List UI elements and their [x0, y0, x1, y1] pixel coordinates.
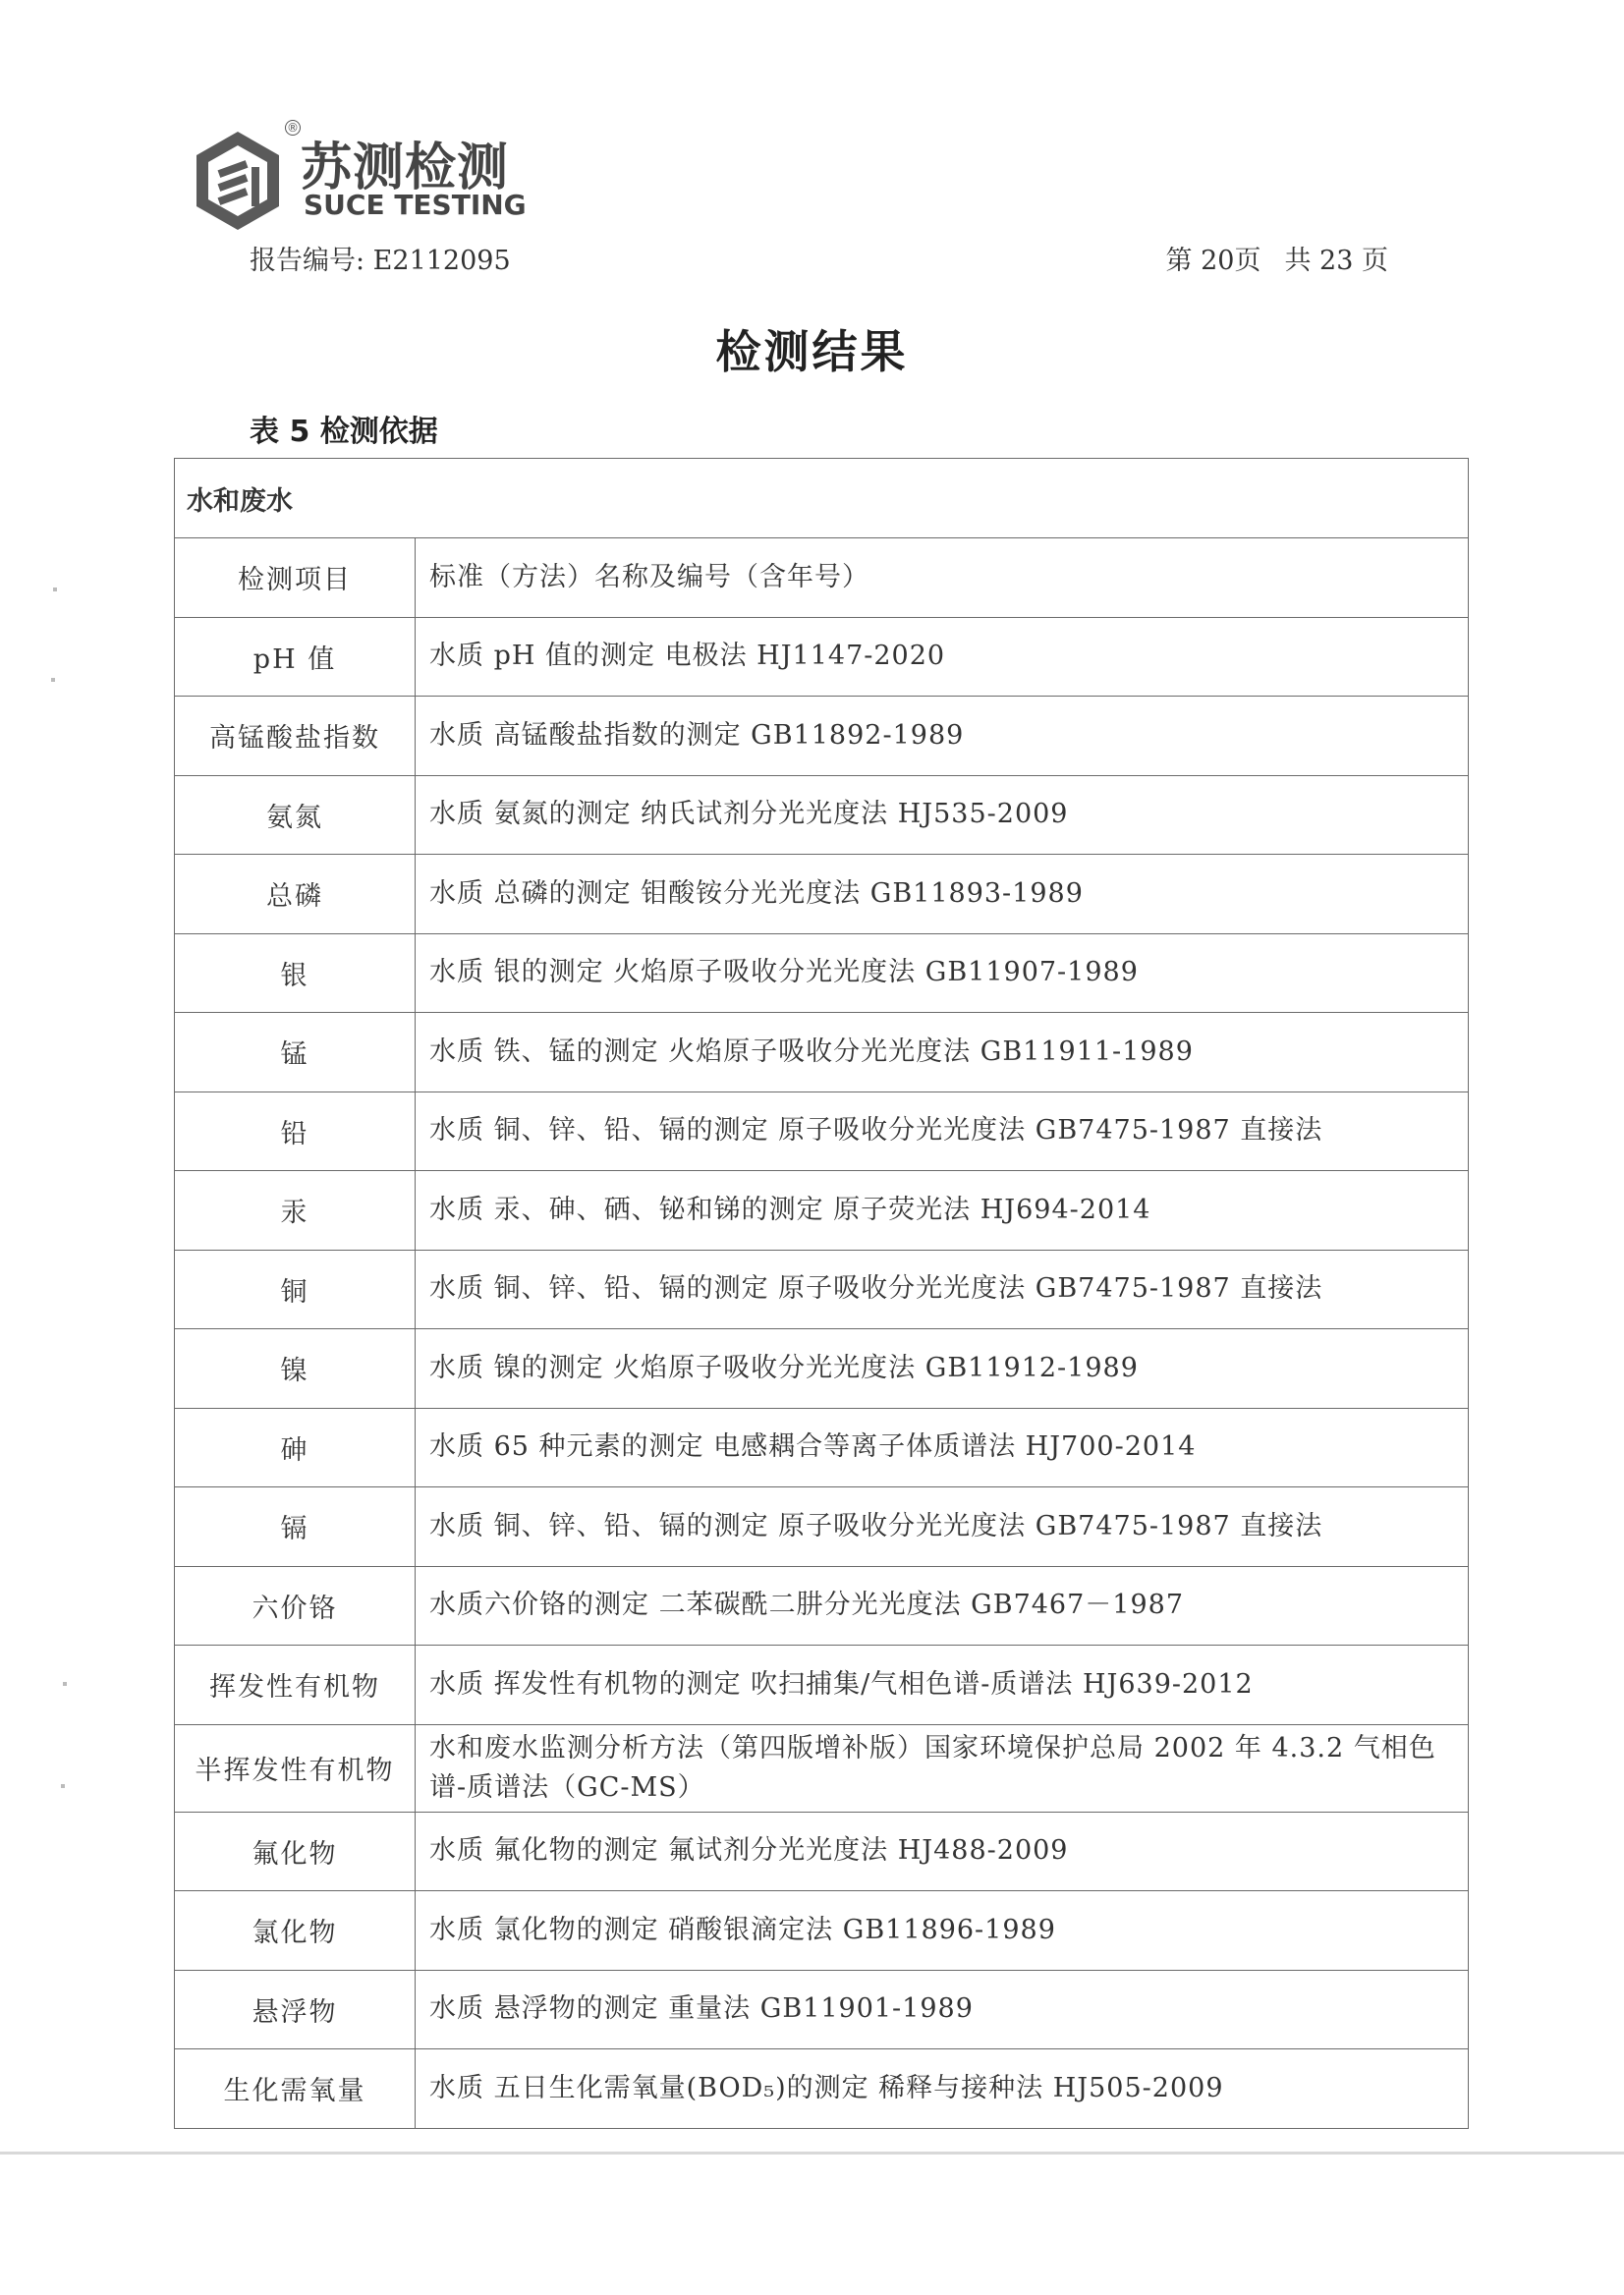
- page-current: 第 20页: [1165, 246, 1261, 276]
- scan-artifact-dot: [63, 1682, 67, 1686]
- page-title: 检测结果: [715, 325, 909, 378]
- row-item: 生化需氧量: [175, 2049, 416, 2129]
- table-row: [175, 1891, 1469, 1971]
- page-total: 共 23 页: [1284, 246, 1388, 276]
- table-row: [175, 1329, 1469, 1409]
- table-row: [175, 617, 1469, 697]
- row-method: 水质 五日生化需氧量(BOD₅)的测定 稀释与接种法 HJ505-2009: [416, 2049, 1469, 2129]
- row-method: 水质 银的测定 火焰原子吸收分光光度法 GB11907-1989: [416, 933, 1469, 1013]
- row-method: 水质 65 种元素的测定 电感耦合等离子体质谱法 HJ700-2014: [416, 1408, 1469, 1487]
- scan-artifact-line: [0, 2152, 1624, 2155]
- table-row: [175, 775, 1469, 855]
- table-row: [175, 1646, 1469, 1725]
- testing-basis-table: [174, 458, 1469, 2129]
- logo-mark-icon: [189, 128, 287, 234]
- row-method: 水质 铜、锌、铅、镉的测定 原子吸收分光光度法 GB7475-1987 直接法: [416, 1487, 1469, 1567]
- table-row: [175, 1812, 1469, 1891]
- report-number: 报告编号: E2112095: [250, 246, 511, 276]
- table-row: [175, 1724, 1469, 1812]
- table-caption: 表 5 检测依据: [250, 415, 438, 449]
- row-item: 六价铬: [175, 1566, 416, 1646]
- logo-brand-en: SUCE TESTING: [304, 189, 527, 221]
- row-item: 铜: [175, 1250, 416, 1329]
- row-method: 水质 汞、砷、硒、铋和锑的测定 原子荧光法 HJ694-2014: [416, 1171, 1469, 1251]
- row-method: 水和废水监测分析方法（第四版增补版）国家环境保护总局 2002 年 4.3.2 气相色谱-质谱法（GC-MS）: [416, 1724, 1469, 1812]
- table-section-label: 水和废水: [175, 459, 1469, 538]
- company-logo: [189, 120, 527, 238]
- row-method: 水质 高锰酸盐指数的测定 GB11892-1989: [416, 697, 1469, 776]
- page-indicator: [1166, 239, 1388, 277]
- row-item: 镍: [175, 1329, 416, 1409]
- row-item: 铅: [175, 1092, 416, 1171]
- table-row: [175, 1250, 1469, 1329]
- row-method: 水质 氟化物的测定 氟试剂分光光度法 HJ488-2009: [416, 1812, 1469, 1891]
- row-method: 水质 挥发性有机物的测定 吹扫捕集/气相色谱-质谱法 HJ639-2012: [416, 1646, 1469, 1725]
- table-row: [175, 1013, 1469, 1092]
- table-row: [175, 1970, 1469, 2049]
- row-item: 氨氮: [175, 775, 416, 855]
- row-item: 挥发性有机物: [175, 1646, 416, 1725]
- table-row: [175, 1408, 1469, 1487]
- scan-artifact-dot: [53, 588, 57, 591]
- logo-brand-cn: 苏测检测: [301, 139, 510, 197]
- row-item: 锰: [175, 1013, 416, 1092]
- table-row: [175, 697, 1469, 776]
- table-row: [175, 1566, 1469, 1646]
- row-method: 水质 总磷的测定 钼酸铵分光光度法 GB11893-1989: [416, 855, 1469, 934]
- table-row: [175, 2049, 1469, 2129]
- row-method: 水质 氯化物的测定 硝酸银滴定法 GB11896-1989: [416, 1891, 1469, 1971]
- table-row: [175, 1171, 1469, 1251]
- row-item: 砷: [175, 1408, 416, 1487]
- row-item: 氯化物: [175, 1891, 416, 1971]
- row-item: 总磷: [175, 855, 416, 934]
- row-item: 悬浮物: [175, 1970, 416, 2049]
- row-method: 水质 氨氮的测定 纳氏试剂分光光度法 HJ535-2009: [416, 775, 1469, 855]
- scan-artifact-dot: [61, 1784, 65, 1788]
- table-row: [175, 1487, 1469, 1567]
- table-row: [175, 933, 1469, 1013]
- registered-mark: ®: [287, 121, 299, 135]
- row-item: 高锰酸盐指数: [175, 697, 416, 776]
- row-item: 镉: [175, 1487, 416, 1567]
- row-method: 水质 镍的测定 火焰原子吸收分光光度法 GB11912-1989: [416, 1329, 1469, 1409]
- row-item: 银: [175, 933, 416, 1013]
- row-item: pH 值: [175, 617, 416, 697]
- table-row: [175, 1092, 1469, 1171]
- scan-artifact-dot: [51, 678, 55, 682]
- row-method: 水质 铁、锰的测定 火焰原子吸收分光光度法 GB11911-1989: [416, 1013, 1469, 1092]
- header-method: 标准（方法）名称及编号（含年号）: [416, 538, 1469, 618]
- row-method: 水质六价铬的测定 二苯碳酰二肼分光光度法 GB7467－1987: [416, 1566, 1469, 1646]
- table-header-row: [175, 538, 1469, 618]
- table-row: [175, 855, 1469, 934]
- row-item: 氟化物: [175, 1812, 416, 1891]
- header-item: 检测项目: [175, 538, 416, 618]
- row-method: 水质 pH 值的测定 电极法 HJ1147-2020: [416, 617, 1469, 697]
- row-item: 半挥发性有机物: [175, 1724, 416, 1812]
- row-method: 水质 铜、锌、铅、镉的测定 原子吸收分光光度法 GB7475-1987 直接法: [416, 1250, 1469, 1329]
- row-item: 汞: [175, 1171, 416, 1251]
- row-method: 水质 铜、锌、铅、镉的测定 原子吸收分光光度法 GB7475-1987 直接法: [416, 1092, 1469, 1171]
- row-method: 水质 悬浮物的测定 重量法 GB11901-1989: [416, 1970, 1469, 2049]
